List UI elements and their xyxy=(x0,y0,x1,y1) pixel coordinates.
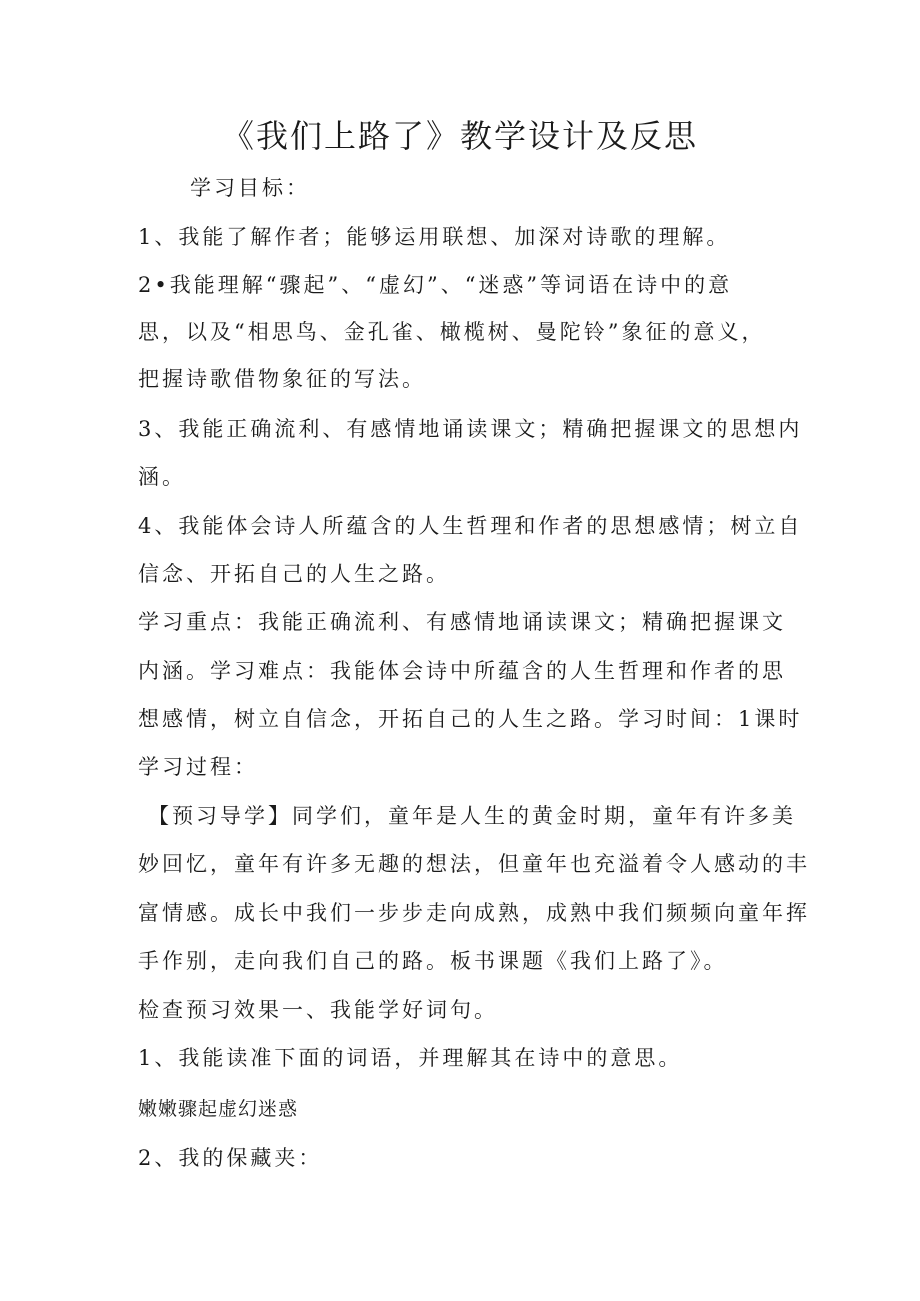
collection-heading: 2、我的保藏夹： xyxy=(138,1146,323,1170)
learning-process-heading: 学习过程： xyxy=(138,755,258,779)
objective-4-line-1: 4、我能体会诗人所蕴含的人生哲理和作者的思想感情；树立自 xyxy=(138,514,803,538)
key-points-line-1: 学习重点：我能正确流利、有感情地诵读课文；精确把握课文 xyxy=(138,610,786,634)
objective-2-line-2: 思，以及“相思鸟、金孔雀、橄榄树、曼陀铃”象征的意义， xyxy=(138,320,766,344)
preview-guide-line-3: 富情感。成长中我们一步步走向成熟，成熟中我们频频向童年挥 xyxy=(138,901,810,925)
vocabulary-words: 嫩嫩骤起虚幻迷惑 xyxy=(138,1098,299,1120)
learning-objectives-heading: 学习目标： xyxy=(190,176,310,200)
objective-3-line-2: 涵。 xyxy=(138,465,186,489)
preview-check-heading: 检查预习效果一、我能学好词句。 xyxy=(138,998,498,1022)
key-points-line-3: 想感情，树立自信念，开拓自己的人生之路。学习时间：1课时 xyxy=(138,707,803,731)
objective-2-line-1: 2•我能理解“骤起”、“虚幻”、“迷惑”等词语在诗中的意 xyxy=(138,273,733,297)
objective-2-line-3: 把握诗歌借物象征的写法。 xyxy=(138,367,426,391)
objective-1: 1、我能了解作者；能够运用联想、加深对诗歌的理解。 xyxy=(138,225,731,249)
key-points-line-2: 内涵。学习难点：我能体会诗中所蕴含的人生哲理和作者的思 xyxy=(138,659,786,683)
document-title: 《我们上路了》教学设计及反思 xyxy=(221,117,698,155)
objective-4-line-2: 信念、开拓自己的人生之路。 xyxy=(138,562,450,586)
preview-guide-line-4: 手作别，走向我们自己的路。板书课题《我们上路了》。 xyxy=(138,949,728,973)
vocabulary-instruction: 1、我能读准下面的词语，并理解其在诗中的意思。 xyxy=(138,1046,683,1070)
objective-3-line-1: 3、我能正确流利、有感情地诵读课文；精确把握课文的思想内 xyxy=(138,417,803,441)
preview-guide-line-1: 【预习导学】同学们，童年是人生的黄金时期，童年有许多美 xyxy=(148,804,796,828)
preview-guide-line-2: 妙回忆，童年有许多无趣的想法，但童年也充溢着令人感动的丰 xyxy=(138,852,810,876)
